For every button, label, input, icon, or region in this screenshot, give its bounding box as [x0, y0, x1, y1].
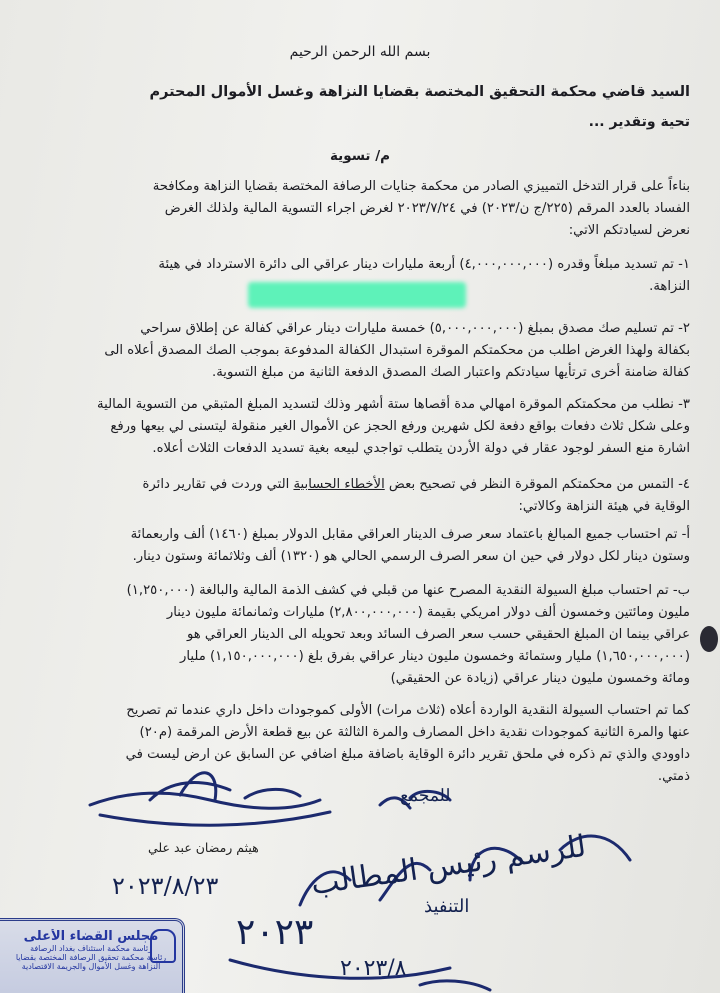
intro-line: بناءاً على قرار التدخل التمييزي الصادر من محكمة جنايات الرصافة المختصة بقضايا النزاهة ومكافحة	[152, 179, 690, 194]
item-4a-line: أ- تم احتساب جميع المبالغ باعتماد سعر صرف الدينار العراقي مقابل الدولار بمبلغ (١٤٦٠) ألف واربعمائة	[130, 527, 690, 542]
applicant-signature	[90, 773, 330, 825]
item-1-line: النزاهة.	[649, 279, 690, 294]
stamp-line: رئاسة محكمة استئناف بغداد الرصافة	[30, 944, 152, 953]
item-4b-line: ومائة وخمسون مليون دينار عراقي (زيادة عن الحقيقي)	[390, 671, 690, 686]
item-4c-line: كما تم احتساب السيولة النقدية الواردة أعلاه (ثلاث مرات) الأولى كموجودات داخل داري عندما تم تصريح	[126, 703, 690, 718]
annotation-sub: التنفيذ	[424, 896, 470, 917]
annotation-mark	[420, 981, 490, 990]
stamp-line: رئاسة محكمة تحقيق الرصافة المختصة بقضايا	[15, 953, 167, 962]
item-3-line: ٣- نطلب من محكمتكم الموقرة امهالي مدة أقصاها ستة أشهر وذلك لتسديد المبلغ المتبقي من التسوية المالية	[97, 397, 690, 412]
applicant-date: ٢٠٢٣/٨/٢٣	[112, 872, 219, 900]
item-4c-line: عنها والمرة الثانية كموجودات نقدية داخل المصارف والمرة الثالثة عن بيع قطعة الأرض المرقمة (م٢٠)	[139, 725, 690, 740]
annotation-date-2: ٢٠٢٣/٨	[340, 956, 407, 981]
item-2-line: كفالة ضامنة أخرى ترتأيها سيادتكم واعتبار الصك المصدق الدفعة الثانية من مبلغ التسوية.	[212, 365, 690, 380]
intro-line: الفساد بالعدد المرقم (٢٢٥/ج ن/٢٠٢٣) في ٢٠٢٣/٧/٢٤ لغرض اجراء التسوية المالية ولذلك الغرض	[164, 201, 690, 216]
underlined-phrase: الأخطاء الحسابية	[293, 477, 385, 492]
stamp-line: مجلس القضاء الأعلى	[23, 929, 159, 944]
item-4-line: الوقاية في هيئة النزاهة وكالاتي:	[518, 499, 690, 514]
item-3-line: اشارة منع السفر لوجود عقار في دولة الأردن يتطلب تواجدي لبيعه بغية تسديد الدفعات الثلاث أعلاه.	[152, 441, 690, 456]
item-4c-line: داوودي والذي تم ذكره في ملحق تقرير دائرة الوقاية باضافة مبلغ اضافي عن السابق عن ارض ليست في	[125, 747, 690, 762]
basmala: بسم الله الرحمن الرحيم	[289, 44, 431, 60]
stamp-line: النزاهة وغسل الأموال والجريمة الاقتصادية	[21, 962, 161, 971]
addressee-line: السيد قاضي محكمة التحقيق المختصة بقضايا النزاهة وغسل الأموال المحترم	[149, 84, 690, 100]
item-4b-line: ب- تم احتساب مبلغ السيولة النقدية المصرح عنها من قبلي في كشف الذمة المالية والبالغة (١,٢٥٠,٠٠٠)	[126, 583, 690, 598]
subject-line: م/ تسوية	[329, 148, 391, 164]
item-2-line: ٢- تم تسليم صك مصدق بمبلغ (٥,٠٠٠,٠٠٠,٠٠٠) خمسة مليارات دينار عراقي كفالة عن إطلاق سراحي	[140, 321, 690, 336]
intro-line: نعرض لسيادتكم الاتي:	[568, 223, 690, 238]
item-4a-line: وستون دينار لكل دولار في حين ان سعر الصرف الرسمي الحالي هو (١٣٢٠) ألف وثلاثمائة وستون دينار.	[132, 549, 690, 564]
item-2-line: بكفالة ولهذا الغرض اطلب من محكمتكم الموقرة استبدال الكفالة المدفوعة بموجب الصك المصدق أعلاه الى	[104, 343, 690, 358]
signature-flourish	[245, 789, 300, 798]
emblem-icon	[150, 929, 176, 963]
item-3-line: وعلى شكل ثلاث دفعات بواقع دفعة لكل شهرين ورفع الحجز عن الأموال الغير منقولة ليتسنى لي بيعها ورفع	[110, 419, 690, 434]
annotation-top: للمجمع	[400, 786, 451, 806]
item-4b-line: عراقي بينما ان المبلغ الحقيقي حسب سعر الصرف السائد وبعد تحويله الى الدينار العراقي هو	[186, 627, 690, 642]
annotation-main: للرسم رئيس المطالب	[308, 828, 589, 903]
item-4b-line: (١,٦٥٠,٠٠٠,٠٠٠) مليار وستمائة وخمسون مليون دينار عراقي بفرق بلغ (١,١٥٠,٠٠٠,٠٠٠) مليار	[180, 649, 690, 664]
item-4c-line: ذمتي.	[657, 769, 690, 784]
item-4-text: التي وردت في تقارير دائرة	[142, 477, 294, 492]
greeting-line: تحية وتقدير ...	[588, 114, 690, 130]
annotation-date: ٢٠٢٣	[236, 912, 314, 953]
applicant-name: هيثم رمضان عبد علي	[148, 840, 259, 855]
item-4b-line: مليون ومائتين وخمسون ألف دولار امريكي بقيمة (٢,٨٠٠,٠٠٠,٠٠٠) مليارات وثمانمائة مليون دينار	[166, 605, 690, 620]
item-1-line: ١- تم تسديد مبلغاً وقدره (٤,٠٠٠,٠٠٠,٠٠٠) أربعة مليارات دينار عراقي الى دائرة الاسترداد في هيئة	[158, 257, 690, 272]
item-4-text: ٤- التمس من محكمتكم الموقرة النظر في تصحيح بعض	[384, 477, 690, 492]
court-stamp	[0, 918, 185, 993]
